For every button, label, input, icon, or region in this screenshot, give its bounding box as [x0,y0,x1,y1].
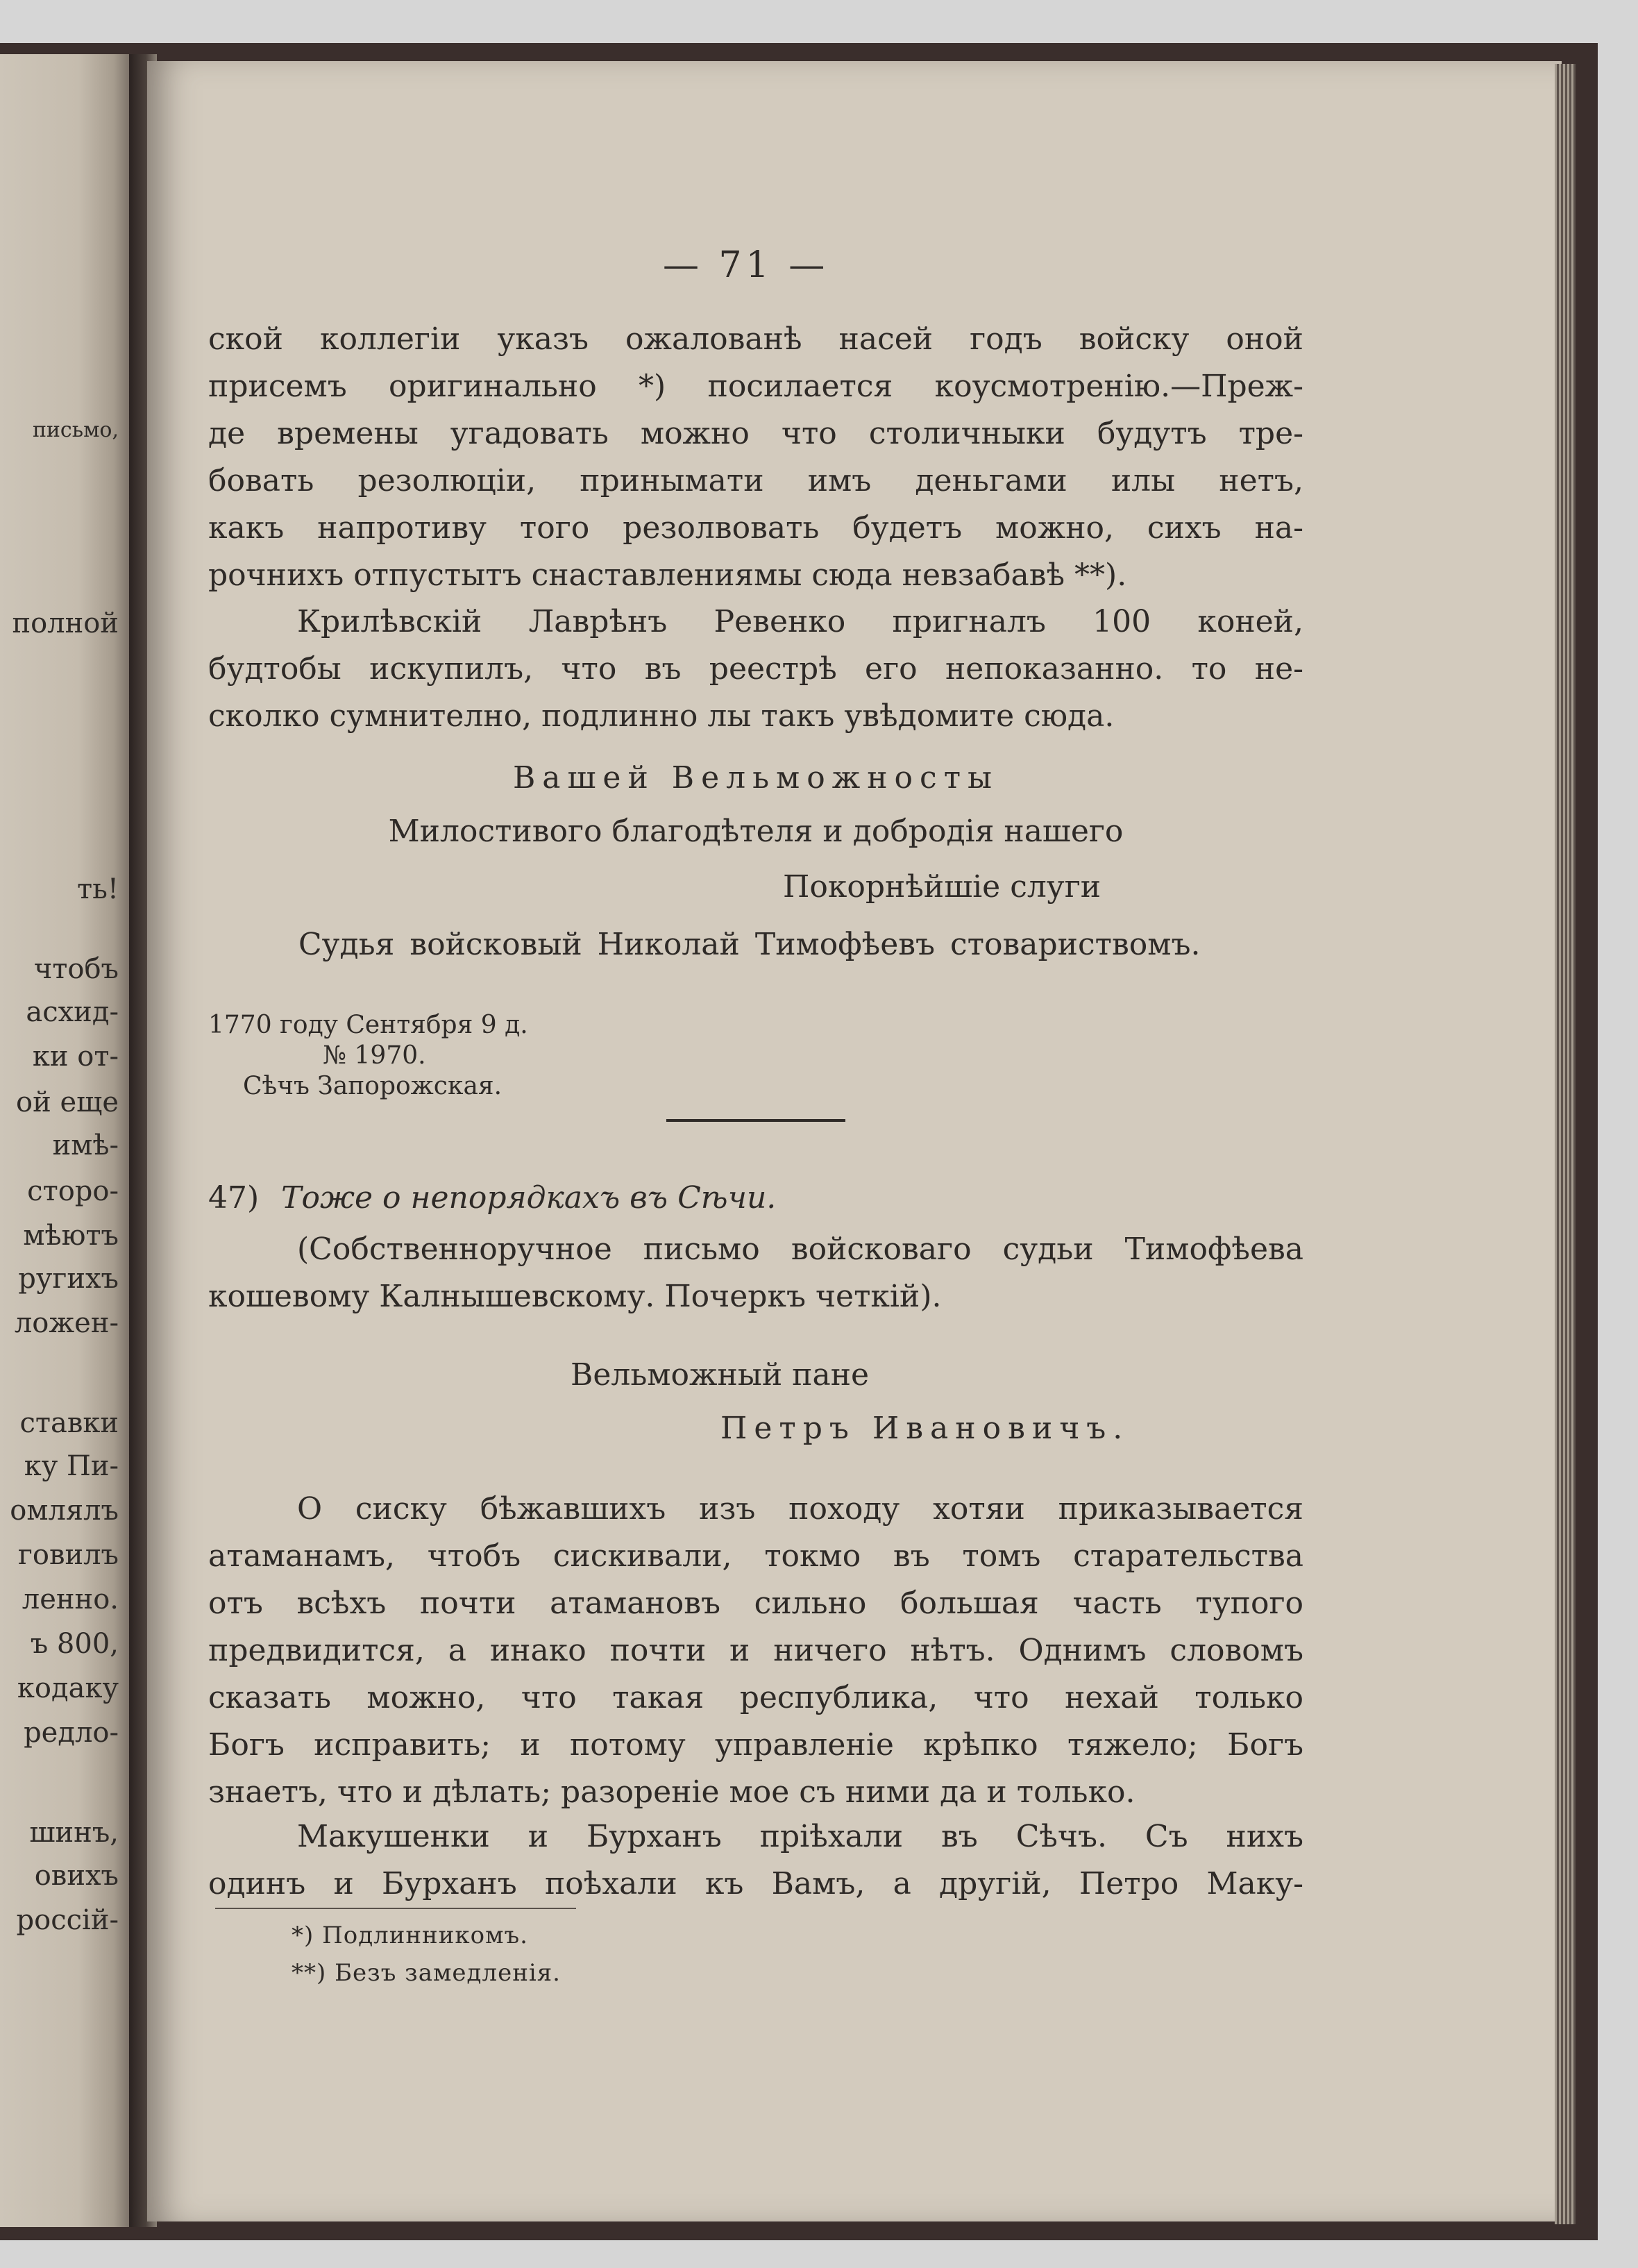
left-text-line: полной [12,607,119,639]
date-line: 1770 году Сентября 9 д. [208,1011,528,1039]
left-text-line: письмо, [32,418,119,442]
text-line: одинъ и Бурханъ поѣхали къ Вамъ, а другій, Петро Маку- [208,1866,1303,1901]
page-number: — 71 — [663,244,829,286]
left-text-line: ъ 800, [30,1628,119,1660]
text-line: отъ всѣхъ почти атамановъ сильно большая часть тупого [208,1586,1303,1621]
text-line: О сиску бѣжавшихъ изъ походу хотяи приказывается [297,1491,1303,1527]
closing-servants: Покорнѣйшіе слуги [783,869,1101,905]
footnote-rule [215,1908,576,1909]
section-number: 47) [208,1180,260,1216]
signature: Судья войсковый Николай Тимофѣевъ стовариствомъ. [298,927,1201,962]
section-heading [208,1180,776,1216]
section-title: Тоже о непорядкахъ въ Сѣчи. [281,1180,777,1216]
closing-title: Милостивого благодѣтеля и добродія нашего [388,814,1124,849]
text-line: кошевому Калнышевскому. Почеркъ четкій). [208,1279,942,1314]
left-text-line: ой еще [16,1086,119,1118]
left-text-line: асхид- [26,996,119,1028]
left-text-line: мѣютъ [23,1220,119,1252]
left-text-line: шинъ, [29,1817,119,1849]
footnote-1: *) Подлинникомъ. [292,1922,528,1949]
text-line: предвидится, а инако почти и ничего нѣтъ. Однимъ словомъ [208,1633,1303,1668]
left-text-line: ленно. [22,1584,119,1615]
left-text-line: россій- [16,1904,119,1936]
left-page-fragment [0,54,142,2227]
left-text-line: имѣ- [52,1129,119,1161]
paragraph-2 [208,598,1303,740]
text-line: присемъ оригинально *) посилается коусмотренію.—Преж- [208,369,1303,404]
left-text-line: ложен- [14,1307,119,1339]
place-line: Сѣчъ Запорожская. [243,1072,503,1100]
page-edges [1555,64,1576,2224]
text-line: атаманамъ, чтобъ сискивали, токмо въ томъ старательства [208,1538,1303,1574]
text-line: сколко сумнително, подлинно лы такъ увѣдомите сюда. [208,698,1115,734]
left-text-line: сторо- [27,1175,119,1207]
paragraph-4 [208,1813,1303,1908]
text-line: Богъ исправить; и потому управленіе крѣпко тяжело; Богъ [208,1727,1303,1763]
left-text-line: овихъ [34,1860,119,1892]
text-line: знаетъ, что и дѣлать; разореніе мое съ ними да и только. [208,1774,1135,1810]
left-text-line: ку Пи- [24,1450,119,1482]
section-description [208,1226,1303,1320]
addressee-name: Петръ Ивановичъ. [720,1411,1130,1446]
text-line: Макушенки и Бурханъ пріѣхали въ Сѣчъ. Съ нихъ [297,1819,1303,1854]
text-line: рочнихъ отпустытъ снаставлениямы сюда невзабавѣ **). [208,557,1127,593]
text-line: сказать можно, что такая республика, что нехай только [208,1680,1303,1715]
text-line: бовать резолюціи, принымати имъ деньгами илы нетъ, [208,463,1303,498]
number-line: № 1970. [323,1041,426,1070]
left-text-line: ругихъ [18,1263,119,1295]
text-line: какъ напротиву того резолвовать будетъ можно, сихъ на- [208,510,1303,546]
left-text-line: чтобъ [33,953,119,985]
text-line: Крилѣвскій Лаврѣнъ Ревенко пригналъ 100 коней, [297,604,1303,639]
left-text-line: ставки [19,1407,119,1439]
closing-address: Вашей Вельможносты [512,760,999,796]
left-text-line: ки от- [32,1041,119,1073]
section-divider [666,1119,845,1122]
left-text-line: кодаку [17,1672,119,1704]
salutation: Вельможный пане [571,1357,870,1393]
paragraph-1 [208,316,1303,599]
left-text-line: редло- [24,1717,119,1749]
text-line: де времены угадовать можно что столичныки будутъ тре- [208,416,1303,451]
paragraph-3 [208,1486,1303,1816]
left-text-line: ть! [77,873,119,905]
text-line: ской коллегіи указъ ожалованѣ насей годъ войску оной [208,321,1303,357]
footnote-2: **) Безъ замедленія. [292,1959,561,1987]
text-line: будтобы искупилъ, что въ реестрѣ его непоказанно. то не- [208,651,1303,687]
left-text-line: омлялъ [10,1495,119,1527]
text-line: (Собственноручное письмо войсковаго судьи Тимофѣева [297,1232,1303,1267]
left-text-line: говилъ [17,1539,119,1571]
date-block [208,1010,528,1102]
